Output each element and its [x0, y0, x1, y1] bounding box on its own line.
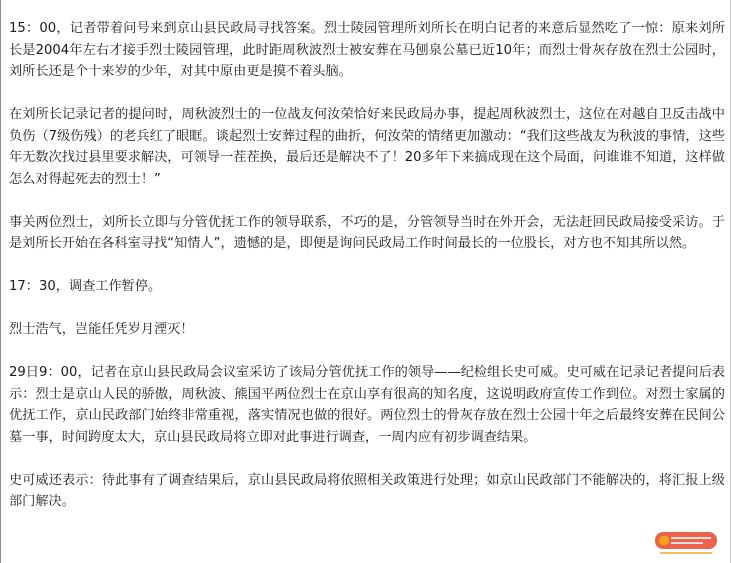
paragraph-2: 在刘所长记录记者的提问时，周秋波烈士的一位战友何汝荣恰好来民政局办事，提起周秋波烈士，这位在对越自卫反击战中负伤（7级伤残）的老兵红了眼眶。谈起烈士安葬过程的曲折，何汝荣的情绪更加激动：“我们这些战友为秋波的事情，这些年无数次找过县里要求解决，可领导一茬茬换，最后还是解决不了！20多年下来搞成现在这个局面，问谁谁不知道，这样做怎么对得起死去的烈士！” [9, 107, 725, 187]
paragraph-3: 事关两位烈士，刘所长立即与分管优抚工作的领导联系，不巧的是，分管领导当时在外开会，无法赶回民政局接受采访。于是刘所长开始在各科室寻找“知情人”，遗憾的是，即便是询问民政局工作时间最长的一位股长，对方也不知其所以然。 [9, 214, 725, 251]
watermark-logo [654, 531, 718, 557]
paragraph-1: 15：00，记者带着问号来到京山县民政局寻找答案。烈士陵园管理所刘所长在明白记者的来意后显然吃了一惊：原来刘所长是2004年左右才接手烈士陵园管理，此时距周秋波烈士被安葬在马刨泉公墓已近10年；而烈士骨灰存放在烈士公园时，刘所长还是个十来岁的少年，对其中原由更是摸不着头脑。 [9, 21, 725, 79]
paragraph-4: 17：30，调查工作暂停。 [9, 279, 162, 294]
paragraph-5: 烈士浩气，岂能任凭岁月湮灭！ [9, 322, 194, 337]
paragraph-6: 29日9：00，记者在京山县民政局会议室采访了该局分管优抚工作的领导——纪检组长史可威。史可威在记录记者提问后表示：烈士是京山人民的骄傲，周秋波、熊国平两位烈士在京山享有很高的知名度，这说明政府宣传工作到位。对烈士家属的优抚工作，京山民政部门始终非常重视，落实情况也做的很好。两位烈士的骨灰存放在烈士公园十年之后最终安葬在民间公墓一事，时间跨度太大，京山县民政局将立即对此事进行调查，一周内应有初步调查结果。 [9, 365, 725, 445]
article-body [9, 18, 725, 534]
paragraph-7: 史可威还表示：待此事有了调查结果后，京山县民政局将依照相关政策进行处理；如京山民政部门不能解决的，将汇报上级部门解决。 [9, 472, 725, 509]
